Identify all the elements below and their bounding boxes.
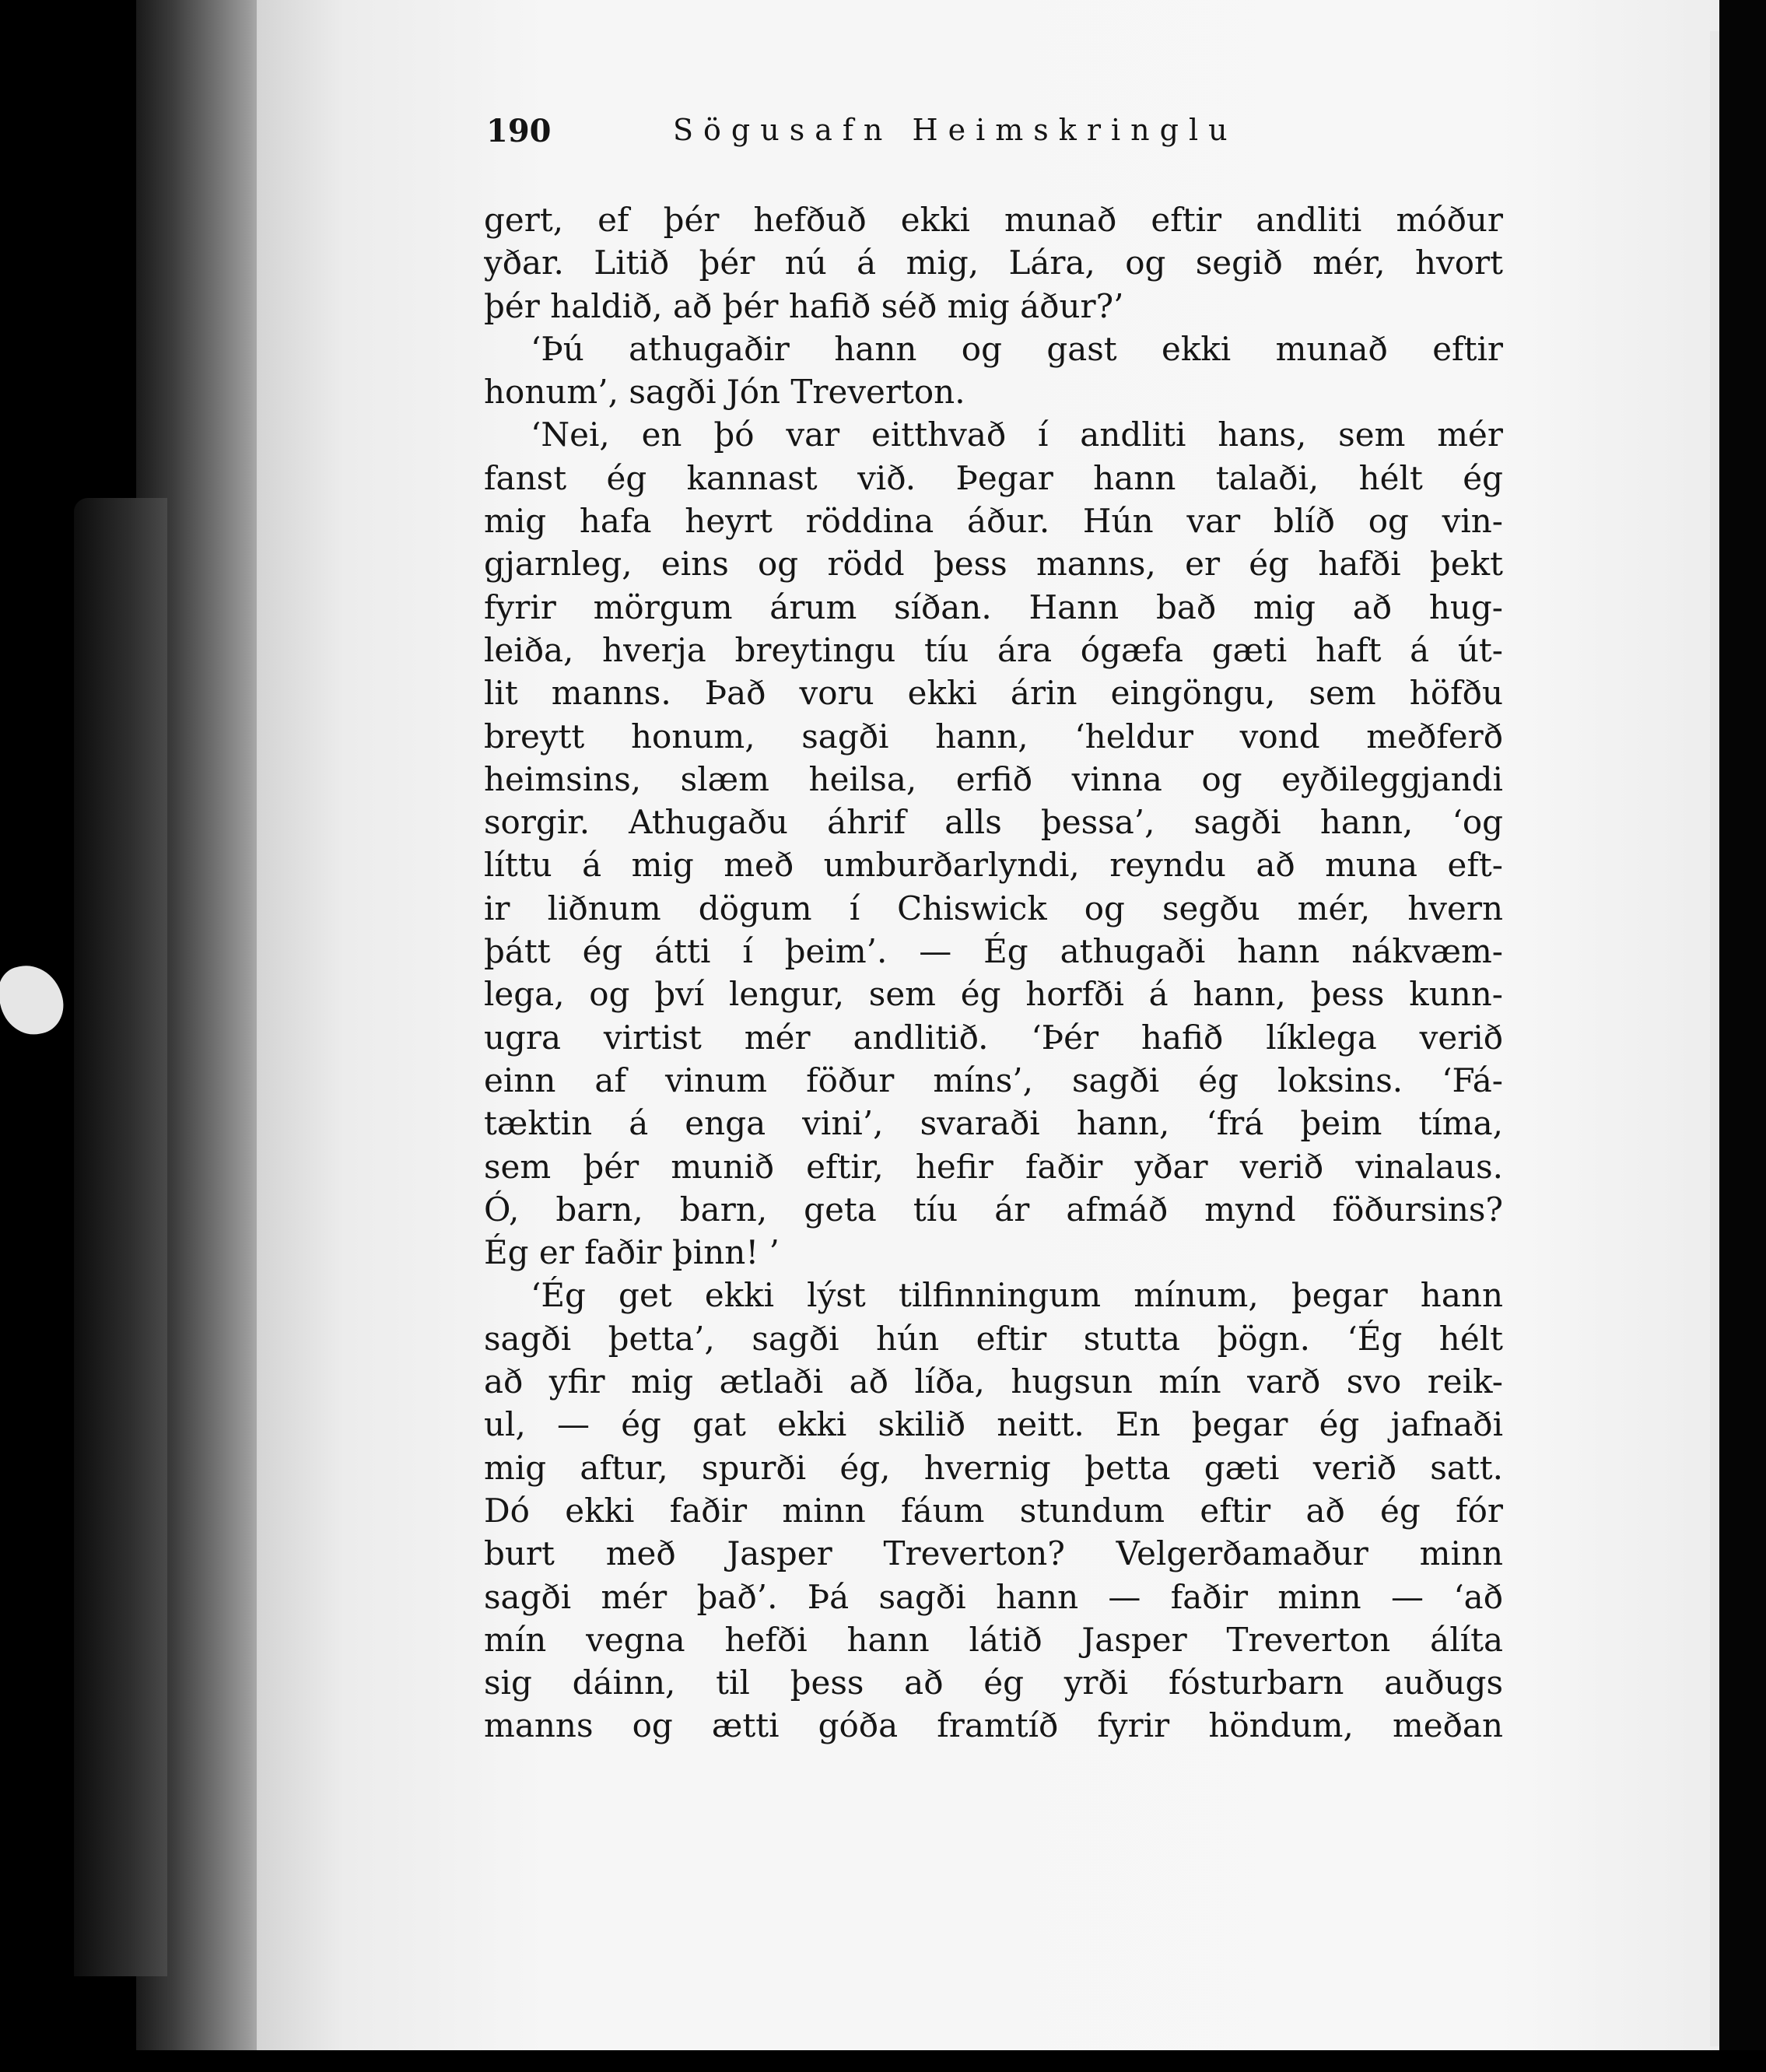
text-line: breytt honum, sagði hann, ‘heldur vond meðferð [484,717,1503,756]
text-line: fanst ég kannast við. Þegar hann talaði, hélt ég [484,458,1503,497]
text-line: honum’, sagði Jón Treverton. [484,373,965,412]
text-line: líttu á mig með umburðarlyndi, reyndu að muna eft- [484,846,1503,885]
text-line: sagði mér það’. Þá sagði hann — faðir minn — ‘að [484,1577,1503,1616]
text-line: gjarnleg, eins og rödd þess manns, er ég hafði þekt [484,545,1503,584]
bottom-margin-dark [0,2050,1766,2072]
text-line: mig hafa heyrt röddina áður. Hún var blíð og vin- [484,502,1503,541]
text-line: yðar. Litið þér nú á mig, Lára, og segið mér, hvort [484,244,1503,282]
text-line: leiða, hverja breytingu tíu ára ógæfa gæti haft á út- [484,630,1503,669]
text-line: sorgir. Athugaðu áhrif alls þessa’, sagði hann, ‘og [484,803,1503,842]
text-line: Dó ekki faðir minn fáum stundum eftir að ég fór [484,1491,1503,1530]
binding-shadow [74,498,167,1976]
right-margin-dark [1719,0,1766,2072]
text-line: lit manns. Það voru ekki árin eingöngu, sem höfðu [484,674,1503,713]
page-number: 190 [486,113,552,149]
text-line: mig aftur, spurði ég, hvernig þetta gæti verið satt. [484,1448,1503,1487]
text-line: sem þér munið eftir, hefir faðir yðar verið vinalaus. [484,1147,1503,1186]
text-line: gert, ef þér hefðuð ekki munað eftir andliti móður [484,201,1503,239]
text-line: mín vegna hefði hann látið Jasper Treverton álíta [484,1620,1503,1659]
text-line: ul, — ég gat ekki skilið neitt. En þegar ég jafnaði [484,1405,1503,1444]
text-line: ugra virtist mér andlitið. ‘Þér hafið líklega verið [484,1018,1503,1057]
text-line: sagði þetta’, sagði hún eftir stutta þögn. ‘Ég hélt [484,1319,1503,1358]
scan-artifact [0,959,68,1041]
text-line: að yfir mig ætlaði að líða, hugsun mín varð svo reik- [484,1362,1503,1401]
text-line: þér haldið, að þér hafið séð mig áður?’ [484,286,1124,325]
text-line: fyrir mörgum árum síðan. Hann bað mig að hug- [484,587,1503,626]
body-text [484,198,1503,1748]
text-line: þátt ég átti í þeim’. — Ég athugaði hann nákvæm- [484,932,1503,971]
text-line: ir liðnum dögum í Chiswick og segðu mér, hvern [484,889,1503,927]
book-title: Sögusafn Heimskringlu [673,113,1238,147]
text-line: burt með Jasper Treverton? Velgerðamaður minn [484,1534,1503,1573]
text-line: sig dáinn, til þess að ég yrði fósturbarn auðugs [484,1664,1503,1702]
text-line: lega, og því lengur, sem ég horfði á hann, þess kunn- [484,975,1503,1014]
text-line: manns og ætti góða framtíð fyrir höndum, meðan [484,1706,1503,1745]
running-head [486,113,1365,160]
text-line: Ó, barn, barn, geta tíu ár afmáð mynd föðursins? [484,1190,1503,1229]
text-line: ‘Þú athugaðir hann og gast ekki munað eftir [531,329,1503,368]
text-line: tæktin á enga vini’, svaraði hann, ‘frá þeim tíma, [484,1104,1503,1143]
text-line: heimsins, slæm heilsa, erfið vinna og eyðileggjandi [484,759,1503,798]
text-line: ‘Ég get ekki lýst tilfinningum mínum, þegar hann [531,1276,1503,1315]
text-line: einn af vinum föður míns’, sagði ég loksins. ‘Fá- [484,1061,1503,1099]
text-line: ‘Nei, en þó var eitthvað í andliti hans, sem mér [531,415,1503,454]
text-line: Ég er faðir þinn! ’ [484,1233,780,1272]
